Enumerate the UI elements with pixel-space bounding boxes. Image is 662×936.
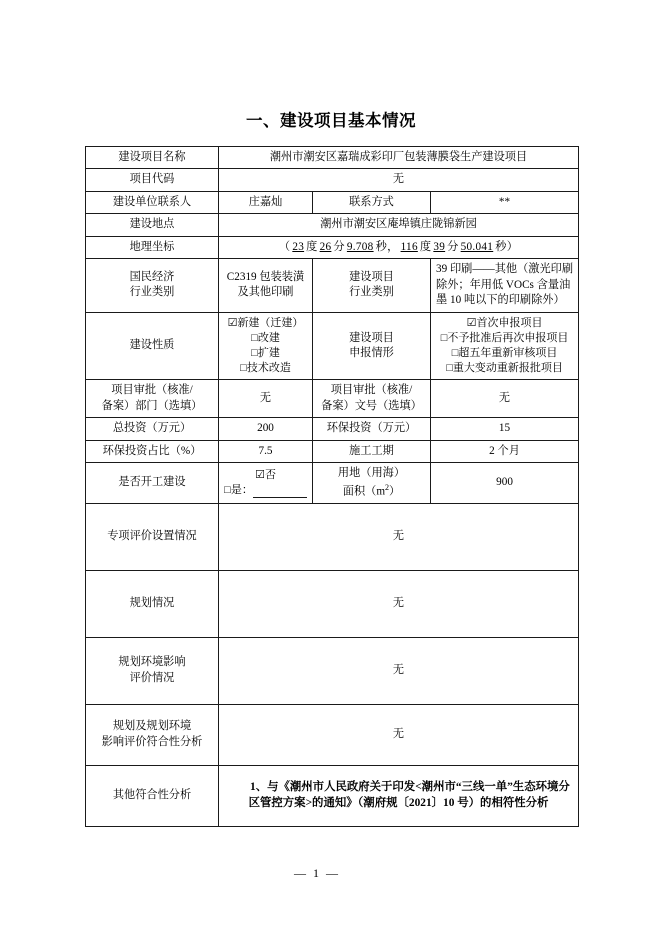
row-label-approval-doc-no-line1: 项目审批（核准/: [330, 384, 413, 397]
row-label-planning-consistency: [86, 704, 219, 765]
row-label-project-industry: [313, 259, 431, 312]
checkbox-icon-unchecked: □: [240, 362, 247, 375]
checkbox-label: 新建（迁建）: [237, 316, 304, 329]
checkbox-label: 首次申报项目: [476, 316, 543, 329]
checkbox-option-first-declaration[interactable]: [435, 316, 574, 331]
longitude-degrees: 116: [400, 240, 418, 253]
longitude-minutes: 39: [433, 240, 446, 253]
row-label-planning-eia-line2: 评价情况: [129, 671, 175, 684]
row-label-planning-consistency-line1: 规划及规划环境: [112, 720, 192, 733]
row-label-project-industry-line2: 行业类别: [349, 286, 394, 299]
row-label-approval-dept: [86, 380, 219, 418]
row-label-special-eval: 专项评价设置情况: [86, 503, 219, 570]
row-value-coordinates: [219, 236, 579, 258]
table-row-construction-nature: [86, 312, 579, 380]
row-label-approval-dept-line2: 备案）部门（选填）: [101, 399, 203, 412]
row-value-env-ratio: 7.5: [219, 440, 313, 462]
row-value-national-industry: C2319 包装装潢及其他印刷: [219, 259, 313, 312]
checkbox-label: 重大变动重新报批项目: [452, 362, 563, 375]
checkbox-icon-checked: ☑: [255, 468, 265, 481]
row-label-project-name: 建设项目名称: [86, 147, 219, 169]
second-unit-lon: 秒: [495, 240, 507, 253]
row-label-contact-method: 联系方式: [313, 191, 431, 213]
longitude-seconds: 50.041: [460, 240, 494, 253]
checkbox-label: 技术改造: [246, 362, 291, 375]
row-label-coordinates: 地理坐标: [86, 236, 219, 258]
row-value-approval-doc-no: 无: [431, 380, 579, 418]
row-label-location: 建设地点: [86, 214, 219, 236]
table-row-planning-consistency: [86, 704, 579, 765]
checkbox-label: 是：: [230, 483, 253, 496]
checkbox-icon-checked: ☑: [466, 316, 477, 329]
latitude-seconds: 9.708: [346, 240, 374, 253]
checkbox-icon-unchecked: □: [251, 331, 258, 344]
table-row-coordinates: [86, 236, 579, 258]
row-label-construction-started: 是否开工建设: [86, 463, 219, 504]
row-label-national-industry: [86, 259, 219, 312]
page-title: 一、建设项目基本情况: [246, 112, 416, 130]
row-label-declaration-type: [313, 312, 431, 380]
degree-unit-lat: 度: [306, 240, 318, 253]
row-label-declaration-type-line2: 申报情形: [349, 346, 394, 359]
construction-nature-options: [219, 312, 313, 380]
table-row-total-investment: [86, 418, 579, 440]
checkbox-icon-unchecked: □: [251, 346, 258, 359]
table-row-approval-department: [86, 380, 579, 418]
row-label-planning-consistency-line2: 影响评价符合性分析: [101, 735, 203, 748]
row-label-construction-nature: 建设性质: [86, 312, 219, 380]
page-dash-left: —: [294, 866, 306, 880]
page-number: 1: [313, 866, 319, 880]
row-label-planning-eia: [86, 637, 219, 704]
table-row-project-code: [86, 169, 579, 191]
page-dash-right: —: [326, 866, 338, 880]
coord-separator: ，: [387, 240, 399, 253]
table-row-project-name: [86, 147, 579, 169]
checkbox-icon-unchecked: □: [440, 331, 448, 344]
checkbox-option-five-year-review[interactable]: [435, 346, 574, 361]
row-value-contact-method: **: [431, 191, 579, 213]
row-label-national-industry-line2: 行业类别: [129, 286, 175, 299]
row-value-contact-person: 庄嘉灿: [219, 191, 313, 213]
row-label-contact-person: 建设单位联系人: [86, 191, 219, 213]
row-label-project-code: 项目代码: [86, 169, 219, 191]
checkbox-icon-checked: ☑: [227, 316, 238, 329]
checkbox-option-major-change[interactable]: [435, 361, 574, 376]
table-row-planning: [86, 570, 579, 637]
land-area-close-paren: ）: [389, 485, 401, 498]
row-label-national-industry-line1: 国民经济: [129, 270, 175, 283]
table-row-contact-person: [86, 191, 579, 213]
row-label-total-investment: 总投资（万元）: [86, 418, 219, 440]
table-row-planning-eia: [86, 637, 579, 704]
checkbox-icon-unchecked: □: [446, 362, 453, 375]
row-label-env-investment: 环保投资（万元）: [313, 418, 431, 440]
declaration-type-options: [431, 312, 579, 380]
row-value-env-investment: 15: [431, 418, 579, 440]
row-value-project-code: 无: [219, 169, 579, 191]
degree-unit-lon: 度: [419, 240, 432, 253]
row-value-planning-consistency: 无: [219, 704, 579, 765]
minute-unit-lat: 分: [333, 240, 345, 253]
row-label-project-industry-line1: 建设项目: [349, 270, 394, 283]
checkbox-option-rebuild[interactable]: [223, 331, 308, 346]
row-value-approval-dept: 无: [219, 380, 313, 418]
checkbox-label: 否: [264, 468, 276, 481]
table-row-industry-category: [86, 259, 579, 312]
second-unit-lat: 秒: [375, 240, 388, 253]
checkbox-option-tech-upgrade[interactable]: [223, 361, 308, 376]
land-area-unit-text: 面积（m: [342, 485, 386, 498]
table-row-env-investment-ratio: [86, 440, 579, 462]
latitude-degrees: 23: [292, 240, 305, 253]
table-row-construction-started: [86, 463, 579, 504]
checkbox-icon-unchecked: □: [224, 483, 231, 496]
coord-close-paren: ）: [506, 240, 519, 253]
latitude-minutes: 26: [319, 240, 332, 253]
checkbox-option-started[interactable]: [223, 483, 308, 498]
checkbox-label: 改建: [257, 331, 280, 344]
row-value-total-investment: 200: [219, 418, 313, 440]
row-value-project-industry: 39 印刷——其他（激光印刷除外；年用低 VOCs 含量油墨 10 吨以下的印刷除外）: [431, 259, 579, 312]
row-value-construction-period: 2 个月: [431, 440, 579, 462]
row-label-approval-dept-line1: 项目审批（核准/: [111, 384, 193, 397]
row-value-other-consistency: [219, 765, 579, 826]
row-label-planning-eia-line1: 规划环境影响: [118, 656, 186, 669]
row-value-planning: 无: [219, 570, 579, 637]
row-label-construction-period: 施工工期: [313, 440, 431, 462]
row-label-land-area: [313, 463, 431, 504]
row-label-declaration-type-line1: 建设项目: [349, 331, 394, 344]
row-label-planning: 规划情况: [86, 570, 219, 637]
checkbox-option-expand[interactable]: [223, 346, 308, 361]
checkbox-option-not-started[interactable]: [223, 468, 308, 483]
row-label-approval-doc-no-line2: 备案）文号（选填）: [321, 399, 422, 412]
row-value-location: 潮州市潮安区庵埠镇庄陇锦新园: [219, 214, 579, 236]
project-basic-info-table: [85, 146, 579, 827]
table-row-other-consistency: [86, 765, 579, 826]
minute-unit-lon: 分: [447, 240, 459, 253]
page-footer: [0, 866, 662, 881]
coord-open-paren: （: [278, 240, 291, 253]
row-value-land-area: 900: [431, 463, 579, 504]
row-label-land-area-line2: [317, 482, 426, 500]
row-value-project-name: 潮州市潮安区嘉瑞成彩印厂包装薄膜袋生产建设项目: [219, 147, 579, 169]
checkbox-label: 扩建: [257, 346, 280, 359]
row-value-planning-eia: 无: [219, 637, 579, 704]
checkbox-option-new-build[interactable]: [223, 316, 308, 331]
row-value-special-eval: 无: [219, 503, 579, 570]
checkbox-label: 超五年重新审核项目: [458, 346, 558, 359]
checkbox-icon-unchecked: □: [451, 346, 459, 359]
row-label-env-ratio: 环保投资占比（%）: [86, 440, 219, 462]
table-row-special-evaluation: [86, 503, 579, 570]
construction-started-options: [219, 463, 313, 504]
checkbox-option-redeclaration[interactable]: [435, 331, 574, 346]
checkbox-label: 不予批准后再次申报项目: [447, 331, 569, 344]
row-label-other-consistency: 其他符合性分析: [86, 765, 219, 826]
row-label-land-area-line1: 用地（用海）: [337, 467, 406, 480]
policy-analysis-text: 1、与《潮州市人民政府关于印发<潮州市“三线一单”生态环境分区管控方案>的通知》（潮府规〔2021〕10 号）的相符性分析: [248, 781, 570, 809]
land-area-superscript: 2: [385, 482, 390, 492]
table-row-location: [86, 214, 579, 236]
start-date-blank-field[interactable]: [253, 488, 307, 498]
row-label-approval-doc-no: [313, 380, 431, 418]
